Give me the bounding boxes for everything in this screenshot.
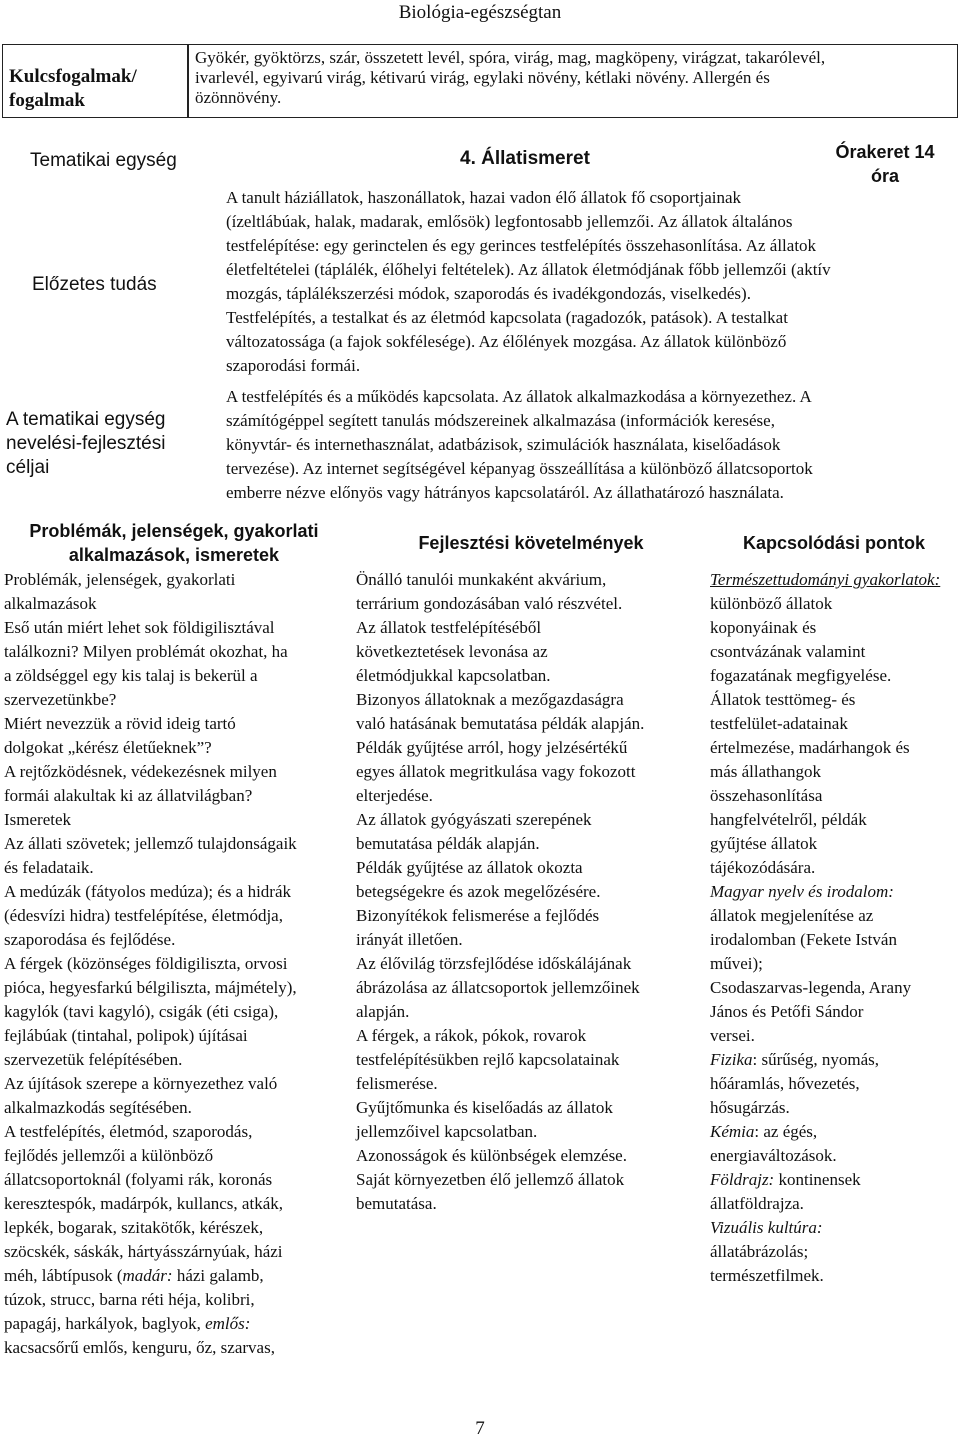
problems-line: a zöldséggel egy kis talaj is bekerül a (4, 666, 258, 685)
requirements-line: bemutatása példák alapján. (356, 834, 540, 853)
requirements-line: jellemzőivel kapcsolatban. (356, 1122, 538, 1141)
prior-knowledge-line: szaporodási formái. (226, 356, 361, 375)
prior-knowledge-line: A tanult háziállatok, haszonállatok, hazai vadon élő állatok fő csoportjainak (226, 188, 742, 207)
requirements-line: Példák gyűjtése az állatok okozta (356, 858, 583, 877)
connections-line: János és Petőfi Sándor (710, 1002, 864, 1021)
problems-line: Az újítások szerepe a környezethez való (4, 1074, 278, 1093)
problems-line: Miért nevezzük a rövid ideig tartó (4, 714, 236, 733)
goals-label-line: céljai (6, 457, 50, 478)
problems-line: A medúzák (fátyolos medúza); és a hidrák (4, 882, 292, 901)
connections-line: fogazatának megfigyelése. (710, 666, 892, 685)
requirements-line: egyes állatok megritkulása vagy fokozott (356, 762, 636, 781)
geography-heading: Földrajz: (710, 1170, 775, 1189)
connections-line: természetfilmek. (710, 1266, 824, 1285)
problems-line: A férgek (közönséges földigiliszta, orvosi (4, 954, 288, 973)
connections-line (710, 1048, 960, 1072)
key-concepts-label-line: Kulcsfogalmak/ (9, 66, 137, 87)
requirements-line: ábrázolása az állatcsoportok jellemzőinek (356, 978, 640, 997)
requirements-line: Bizonyítékok felismerése a fejlődés (356, 906, 600, 925)
connections-line: tájékozódására. (710, 858, 816, 877)
problems-line: találkozni? Milyen problémát okozhat, ha (4, 642, 288, 661)
connections-line: művei); (710, 954, 763, 973)
requirements-line: Az élővilág törzsfejlődése időskálájának (356, 954, 632, 973)
problems-line: A rejtőzködésnek, védekezésnek milyen (4, 762, 277, 781)
problems-line: dolgokat „kérész életűeknek”? (4, 738, 212, 757)
physics-heading: Fizika (710, 1050, 753, 1069)
problems-line: Ismeretek (4, 810, 72, 829)
problems-line: kacsacsőrű emlős, kenguru, őz, szarvas, (4, 1338, 275, 1357)
key-concepts-label (2, 44, 188, 118)
problems-line-part: papagáj, harkályok, baglyok, (4, 1314, 206, 1333)
requirements-column (356, 568, 712, 1216)
problems-line: keresztespók, madárpók, kullancs, atkák, (4, 1194, 283, 1213)
problems-line: Problémák, jelenségek, gyakorlati (4, 570, 236, 589)
requirements-line: Az állatok gyógyászati szerepének (356, 810, 592, 829)
connections-line: más állathangok (710, 762, 821, 781)
problems-line: formái alakultak ki az állatvilágban? (4, 786, 253, 805)
requirements-line: való hatásának bemutatása példák alapján. (356, 714, 645, 733)
page-header-title: Biológia-egészségtan (398, 2, 562, 23)
connections-line-part: : sűrűség, nyomás, (752, 1050, 880, 1069)
bird-label: madár: (122, 1266, 173, 1285)
key-concepts-line: Gyökér, gyöktörzs, szár, összetett levél, spóra, virág, mag, magköpeny, virágzat, takarólevél, (195, 48, 826, 67)
visual-arts-heading: Vizuális kultúra: (710, 1218, 823, 1237)
connections-line (710, 1120, 960, 1144)
connections-line: állatok megjelenítése az (710, 906, 874, 925)
connections-line: versei. (710, 1026, 755, 1045)
problems-line: kagylók (tavi kagyló), csigák (éti csiga), (4, 1002, 279, 1021)
requirements-line: Gyűjtőmunka és kiselőadás az állatok (356, 1098, 613, 1117)
problems-line: fejlődés jellemzői a különböző (4, 1146, 214, 1165)
prior-knowledge-label: Előzetes tudás (32, 274, 157, 295)
problems-line-part: méh, lábtípusok ( (4, 1266, 123, 1285)
hours-allocation (820, 140, 950, 188)
thematic-unit-label: Tematikai egység (30, 150, 177, 171)
problems-line: szervezetünkbe? (4, 690, 117, 709)
problems-line: pióca, hegyesfarkú bélgiliszta, májmétely), (4, 978, 297, 997)
requirements-line: Önálló tanulói munkaként akvárium, (356, 570, 607, 589)
prior-knowledge-line: mozgás, táplálékszerzési módok, szaporodás és ivadékgondozás, viselkedés). (226, 284, 751, 303)
requirements-line: alapján. (356, 1002, 410, 1021)
column-header-line: alkalmazások, ismeretek (68, 545, 280, 565)
requirements-line: Példák gyűjtése arról, hogy jelzésértékű (356, 738, 628, 757)
page-number: 7 (475, 1418, 485, 1439)
goals-line: A testfelépítés és a működés kapcsolata. Az állatok alkalmazkodása a környezethez. A (226, 387, 812, 406)
prior-knowledge-line: Testfelépítés, a testalkat és az életmód kapcsolata (ragadozók, patások). A testalkat (226, 308, 788, 327)
requirements-line: Saját környezetben élő jellemző állatok (356, 1170, 625, 1189)
prior-knowledge-text (226, 186, 960, 378)
goals-label (6, 408, 165, 480)
connections-line: testfelület-adatainak (710, 714, 848, 733)
connections-line: értelmezése, madárhangok és (710, 738, 910, 757)
connections-line: Csodaszarvas-legenda, Arany (710, 978, 912, 997)
connections-line: hősugárzás. (710, 1098, 790, 1117)
hours-line: óra (870, 166, 899, 186)
connections-line: állatábrázolás; (710, 1242, 809, 1261)
mammal-label: emlős: (205, 1314, 251, 1333)
key-concepts-line: ivarlevél, egyivarú virág, kétivarú virág, egylaki növény, kétlaki növény. Allergén és (195, 68, 770, 87)
column-header-requirements: Fejlesztési követelmények (418, 533, 644, 553)
problems-line (4, 1264, 356, 1288)
column-header-line: Problémák, jelenségek, gyakorlati (29, 521, 319, 541)
problems-line: túzok, strucc, barna réti héja, kolibri, (4, 1290, 255, 1309)
problems-line (4, 1312, 356, 1336)
connections-line: különböző állatok (710, 594, 833, 613)
problems-line: szaporodása és fejlődése. (4, 930, 176, 949)
problems-line: alkalmazások (4, 594, 97, 613)
problems-line: szöcskék, sáskák, hártyásszárnyúak, házi (4, 1242, 283, 1261)
goals-text (226, 385, 960, 505)
connections-column (710, 568, 960, 1288)
requirements-line: bemutatása. (356, 1194, 437, 1213)
problems-line: (édesvízi hidra) testfelépítése, életmódja, (4, 906, 283, 925)
connections-line (710, 1168, 960, 1192)
prior-knowledge-line: testfelépítése: egy gerinctelen és egy gerinces testfelépítés összehasonlítása. Az állatok (226, 236, 817, 255)
connections-line: csontvázának valamint (710, 642, 866, 661)
literature-heading: Magyar nyelv és irodalom: (710, 882, 894, 901)
goals-label-line: A tematikai egység (6, 409, 166, 430)
connections-line: hangfelvételről, példák (710, 810, 867, 829)
requirements-line: Bizonyos állatoknak a mezőgazdaságra (356, 690, 624, 709)
connections-line: hőáramlás, hővezetés, (710, 1074, 860, 1093)
natsci-heading: Természettudományi gyakorlatok: (710, 570, 941, 589)
requirements-line: életmódjukkal kapcsolatban. (356, 666, 551, 685)
problems-line: A testfelépítés, életmód, szaporodás, (4, 1122, 253, 1141)
prior-knowledge-line: életfeltételei (táplálék, élőhelyi feltételek). Az állatok életmódjának főbb jellemzői (aktív (226, 260, 831, 279)
goals-label-line: nevelési-fejlesztési (6, 433, 166, 454)
connections-line-part: kontinensek (774, 1170, 861, 1189)
requirements-line: irányát illetően. (356, 930, 463, 949)
problems-line: szervezetük felépítésében. (4, 1050, 183, 1069)
column-header-connections: Kapcsolódási pontok (742, 533, 926, 553)
goals-line: emberre nézve előnyös vagy hátrányos kapcsolatáról. Az állathatározó használata. (226, 483, 784, 502)
key-concepts-text (188, 44, 958, 118)
prior-knowledge-line: változatossága (a fajok sokfélesége). Az élőlények mozgása. Az állatok különböző (226, 332, 787, 351)
unit-title: 4. Állatismeret (460, 148, 590, 169)
problems-line-part: házi galamb, (172, 1266, 264, 1285)
problems-column (4, 568, 356, 1360)
requirements-line: Az állatok testfelépítéséből (356, 618, 542, 637)
problems-line: lepkék, bogarak, szitakötők, kérészek, (4, 1218, 264, 1237)
problems-line: Az állati szövetek; jellemző tulajdonságaik (4, 834, 297, 853)
requirements-line: A férgek, a rákok, pókok, rovarok (356, 1026, 587, 1045)
column-header-problems (4, 519, 344, 567)
problems-line: Eső után miért lehet sok földigilisztával (4, 618, 275, 637)
key-concepts-label-line: fogalmak (9, 90, 85, 111)
connections-line: állatföldrajza. (710, 1194, 804, 1213)
goals-line: tervezése). Az internet segítségével képanyag összeállítása a különböző állatcsoportok (226, 459, 813, 478)
problems-line: állatcsoportoknál (folyami rák, koronás (4, 1170, 273, 1189)
connections-line: összehasonlítása (710, 786, 823, 805)
connections-line: energiaváltozások. (710, 1146, 837, 1165)
connections-line-part: : az égés, (754, 1122, 818, 1141)
hours-line: Órakeret 14 (835, 142, 935, 162)
goals-line: számítógéppel segített tanulás módszereinek alkalmazása (információk keresése, (226, 411, 775, 430)
requirements-line: terrárium gondozásában való részvétel. (356, 594, 623, 613)
connections-line: gyűjtése állatok (710, 834, 818, 853)
connections-line: irodalomban (Fekete István (710, 930, 897, 949)
prior-knowledge-line: (ízeltlábúak, halak, madarak, emlősök) legfontosabb jellemzői. Az állatok általános (226, 212, 793, 231)
problems-line: és feladataik. (4, 858, 94, 877)
connections-line: koponyáinak és (710, 618, 817, 637)
connections-line: Állatok testtömeg- és (710, 690, 856, 709)
requirements-line: betegségekre és azok megelőzésére. (356, 882, 601, 901)
key-concepts-line: özönnövény. (195, 88, 282, 107)
requirements-line: testfelépítésükben rejlő kapcsolatainak (356, 1050, 620, 1069)
problems-line: alkalmazkodás segítésében. (4, 1098, 192, 1117)
requirements-line: következtetések levonása az (356, 642, 548, 661)
chemistry-heading: Kémia (710, 1122, 755, 1141)
problems-line: fejlábúak (tintahal, polipok) újításai (4, 1026, 248, 1045)
requirements-line: Azonosságok és különbségek elemzése. (356, 1146, 627, 1165)
requirements-line: elterjedése. (356, 786, 433, 805)
requirements-line: felismerése. (356, 1074, 438, 1093)
goals-line: könyvtár- és internethasználat, adatbázisok, szimulációk használata, kiselőadások (226, 435, 781, 454)
